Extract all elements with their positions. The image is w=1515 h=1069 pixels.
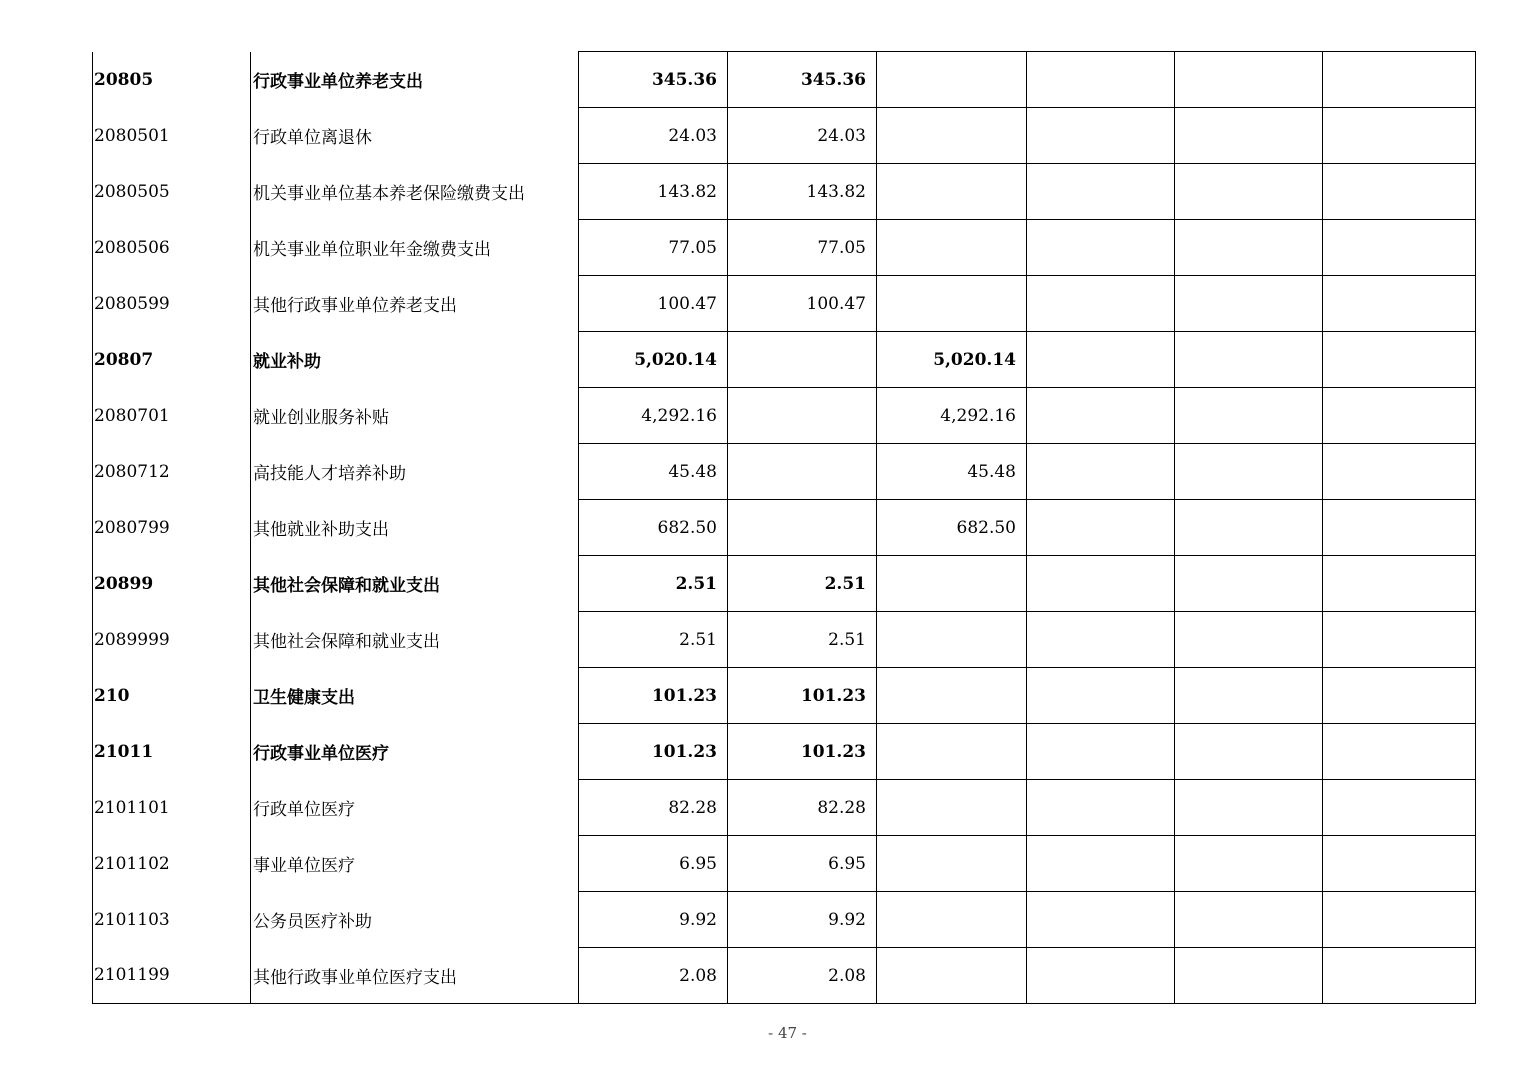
row-basic: 2.51 — [728, 556, 877, 612]
row-total: 9.92 — [579, 892, 728, 948]
row-code: 2080701 — [93, 388, 251, 444]
row-total: 2.08 — [579, 948, 728, 1004]
row-total: 100.47 — [579, 276, 728, 332]
table-row — [93, 388, 1476, 444]
row-name: 卫生健康支出 — [251, 668, 579, 724]
row-empty-cell — [1175, 892, 1323, 948]
row-empty-cell — [1323, 556, 1476, 612]
row-code: 2080505 — [93, 164, 251, 220]
row-empty-cell — [1175, 388, 1323, 444]
row-empty-cell — [1323, 332, 1476, 388]
row-empty-cell — [1027, 948, 1175, 1004]
row-name: 就业补助 — [251, 332, 579, 388]
row-project — [877, 52, 1027, 108]
table-row — [93, 108, 1476, 164]
row-empty-cell — [1027, 500, 1175, 556]
row-empty-cell — [1323, 948, 1476, 1004]
row-name: 机关事业单位职业年金缴费支出 — [251, 220, 579, 276]
row-empty-cell — [1027, 836, 1175, 892]
row-empty-cell — [1323, 780, 1476, 836]
row-empty-cell — [1027, 668, 1175, 724]
row-name: 就业创业服务补贴 — [251, 388, 579, 444]
row-project: 4,292.16 — [877, 388, 1027, 444]
row-empty-cell — [1027, 388, 1175, 444]
row-basic — [728, 500, 877, 556]
table-row — [93, 836, 1476, 892]
page-number: - 47 - — [768, 1024, 807, 1042]
row-empty-cell — [1175, 108, 1323, 164]
row-basic: 143.82 — [728, 164, 877, 220]
row-empty-cell — [1175, 276, 1323, 332]
row-name: 行政单位离退休 — [251, 108, 579, 164]
row-empty-cell — [1175, 948, 1323, 1004]
row-empty-cell — [1027, 612, 1175, 668]
row-empty-cell — [1027, 108, 1175, 164]
row-empty-cell — [1027, 780, 1175, 836]
row-code: 20807 — [93, 332, 251, 388]
row-code: 20899 — [93, 556, 251, 612]
row-basic: 82.28 — [728, 780, 877, 836]
table-row — [93, 220, 1476, 276]
row-name: 行政事业单位医疗 — [251, 724, 579, 780]
row-basic: 101.23 — [728, 668, 877, 724]
row-basic — [728, 444, 877, 500]
row-empty-cell — [1175, 220, 1323, 276]
row-name: 其他就业补助支出 — [251, 500, 579, 556]
row-name: 其他社会保障和就业支出 — [251, 556, 579, 612]
row-empty-cell — [1323, 836, 1476, 892]
row-empty-cell — [1027, 276, 1175, 332]
row-name: 高技能人才培养补助 — [251, 444, 579, 500]
row-project — [877, 276, 1027, 332]
row-project — [877, 668, 1027, 724]
row-total: 77.05 — [579, 220, 728, 276]
row-name: 公务员医疗补助 — [251, 892, 579, 948]
row-basic — [728, 332, 877, 388]
row-project — [877, 612, 1027, 668]
row-code: 2101103 — [93, 892, 251, 948]
row-empty-cell — [1027, 892, 1175, 948]
row-basic: 2.08 — [728, 948, 877, 1004]
row-empty-cell — [1323, 388, 1476, 444]
row-basic: 77.05 — [728, 220, 877, 276]
row-name: 机关事业单位基本养老保险缴费支出 — [251, 164, 579, 220]
table-row — [93, 892, 1476, 948]
row-empty-cell — [1323, 444, 1476, 500]
row-empty-cell — [1175, 164, 1323, 220]
row-empty-cell — [1323, 500, 1476, 556]
row-project: 5,020.14 — [877, 332, 1027, 388]
row-empty-cell — [1027, 164, 1175, 220]
row-empty-cell — [1323, 108, 1476, 164]
row-total: 6.95 — [579, 836, 728, 892]
row-project — [877, 892, 1027, 948]
row-basic: 9.92 — [728, 892, 877, 948]
row-total: 5,020.14 — [579, 332, 728, 388]
row-empty-cell — [1323, 220, 1476, 276]
row-total: 2.51 — [579, 612, 728, 668]
table-row — [93, 52, 1476, 108]
row-code: 2080506 — [93, 220, 251, 276]
row-empty-cell — [1175, 780, 1323, 836]
row-basic: 101.23 — [728, 724, 877, 780]
table-row — [93, 668, 1476, 724]
row-code: 21011 — [93, 724, 251, 780]
row-basic: 6.95 — [728, 836, 877, 892]
row-code: 210 — [93, 668, 251, 724]
row-code: 20805 — [93, 52, 251, 108]
row-code: 2101101 — [93, 780, 251, 836]
row-empty-cell — [1323, 276, 1476, 332]
row-project — [877, 948, 1027, 1004]
row-total: 101.23 — [579, 724, 728, 780]
row-code: 2101199 — [93, 948, 251, 1004]
table-row — [93, 332, 1476, 388]
row-empty-cell — [1027, 220, 1175, 276]
row-basic: 100.47 — [728, 276, 877, 332]
row-basic: 345.36 — [728, 52, 877, 108]
row-empty-cell — [1175, 724, 1323, 780]
table-row — [93, 500, 1476, 556]
row-project — [877, 556, 1027, 612]
row-empty-cell — [1027, 556, 1175, 612]
row-project: 682.50 — [877, 500, 1027, 556]
row-empty-cell — [1175, 444, 1323, 500]
row-empty-cell — [1175, 836, 1323, 892]
row-project: 45.48 — [877, 444, 1027, 500]
row-project — [877, 108, 1027, 164]
row-empty-cell — [1175, 500, 1323, 556]
table-row — [93, 948, 1476, 1004]
row-empty-cell — [1323, 52, 1476, 108]
row-basic: 2.51 — [728, 612, 877, 668]
row-name: 其他社会保障和就业支出 — [251, 612, 579, 668]
row-empty-cell — [1175, 668, 1323, 724]
row-project — [877, 220, 1027, 276]
row-total: 143.82 — [579, 164, 728, 220]
row-total: 4,292.16 — [579, 388, 728, 444]
row-total: 682.50 — [579, 500, 728, 556]
row-total: 82.28 — [579, 780, 728, 836]
table-row — [93, 724, 1476, 780]
table-row — [93, 164, 1476, 220]
row-code: 2080799 — [93, 500, 251, 556]
row-empty-cell — [1323, 724, 1476, 780]
row-empty-cell — [1175, 52, 1323, 108]
row-basic: 24.03 — [728, 108, 877, 164]
row-basic — [728, 388, 877, 444]
row-empty-cell — [1027, 332, 1175, 388]
row-name: 行政单位医疗 — [251, 780, 579, 836]
row-total: 2.51 — [579, 556, 728, 612]
row-empty-cell — [1027, 724, 1175, 780]
row-project — [877, 836, 1027, 892]
row-empty-cell — [1027, 52, 1175, 108]
row-empty-cell — [1175, 332, 1323, 388]
table-row — [93, 556, 1476, 612]
row-code: 2080712 — [93, 444, 251, 500]
row-total: 24.03 — [579, 108, 728, 164]
table-body — [93, 52, 1476, 1004]
row-total: 101.23 — [579, 668, 728, 724]
row-empty-cell — [1323, 612, 1476, 668]
budget-table — [92, 51, 1476, 1004]
row-total: 45.48 — [579, 444, 728, 500]
row-total: 345.36 — [579, 52, 728, 108]
row-project — [877, 724, 1027, 780]
row-empty-cell — [1323, 892, 1476, 948]
row-name: 行政事业单位养老支出 — [251, 52, 579, 108]
table-row — [93, 276, 1476, 332]
row-empty-cell — [1323, 164, 1476, 220]
row-code: 2080501 — [93, 108, 251, 164]
table-row — [93, 780, 1476, 836]
row-name: 其他行政事业单位养老支出 — [251, 276, 579, 332]
row-name: 事业单位医疗 — [251, 836, 579, 892]
row-name: 其他行政事业单位医疗支出 — [251, 948, 579, 1004]
row-empty-cell — [1027, 444, 1175, 500]
row-empty-cell — [1175, 556, 1323, 612]
row-code: 2080599 — [93, 276, 251, 332]
row-code: 2101102 — [93, 836, 251, 892]
row-code: 2089999 — [93, 612, 251, 668]
row-empty-cell — [1323, 668, 1476, 724]
row-empty-cell — [1175, 612, 1323, 668]
row-project — [877, 780, 1027, 836]
row-project — [877, 164, 1027, 220]
table-row — [93, 612, 1476, 668]
table-row — [93, 444, 1476, 500]
